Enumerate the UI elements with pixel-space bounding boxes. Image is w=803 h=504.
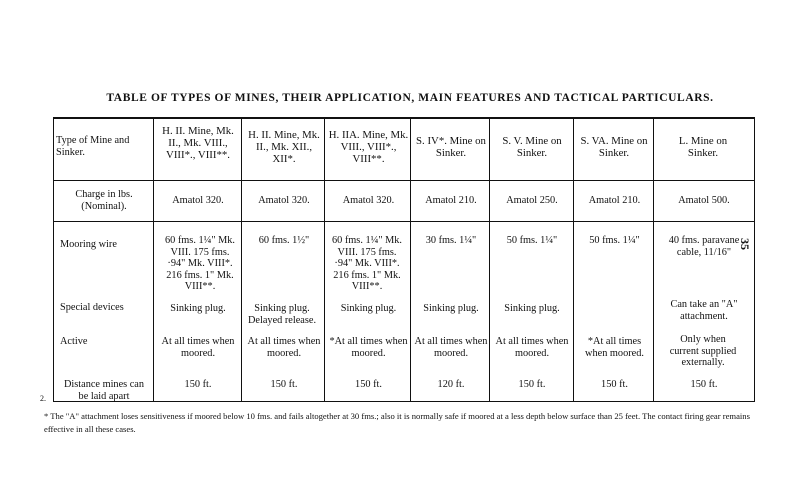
cell-special-1: Sinking plug. Delayed release.	[247, 303, 317, 326]
margin-mark: 2.	[40, 394, 46, 403]
page-number: 35	[738, 238, 752, 250]
cell-mooring-0: 60 fms. 1¼" Mk. VIII. 175 fms. ·94" Mk. VIII*. 216 fms. 1" Mk. VIII**.	[165, 235, 235, 293]
cell-distance-5: 150 ft.	[601, 379, 628, 390]
cell-special-2: Sinking plug.	[340, 303, 397, 314]
col-rule-0	[53, 117, 54, 402]
col-rule-1	[153, 117, 154, 402]
cell-special-0: Sinking plug.	[170, 303, 226, 314]
cell-charge-1: Amatol 320.	[258, 195, 310, 206]
cell-charge-4: Amatol 250.	[506, 195, 558, 206]
cell-active-1: At all times when moored.	[247, 336, 321, 359]
cell-type-3: S. IV*. Mine on Sinker.	[416, 135, 486, 159]
cell-mooring-1: 60 fms. 1½"	[258, 235, 310, 246]
cell-type-1: H. II. Mine, Mk. II., Mk. XII., XII*.	[248, 129, 320, 165]
cell-charge-3: Amatol 210.	[425, 195, 477, 206]
cell-special-3: Sinking plug.	[423, 303, 479, 314]
cell-mooring-3: 30 fms. 1¼"	[425, 235, 477, 246]
cell-mooring-4: 50 fms. 1¼"	[506, 235, 558, 246]
cell-distance-3: 120 ft.	[437, 379, 465, 390]
cell-distance-2: 150 ft.	[355, 379, 382, 390]
cell-distance-1: 150 ft.	[270, 379, 298, 390]
cell-mooring-5: 50 fms. 1¼"	[589, 235, 640, 246]
row-label-distance: Distance mines can be laid apart	[63, 379, 145, 402]
cell-type-4: S. V. Mine on Sinker.	[502, 135, 562, 159]
cell-type-5: S. VA. Mine on Sinker.	[580, 135, 648, 159]
footnote: * The "A" attachment loses sensitiveness if moored below 10 fms. and fails altogether at 30 fms.; also it is normally safe if moored at a less depth below surface than 25 feet. The contact firing gear remains effective in all these cases.	[44, 411, 750, 434]
cell-type-6: L. Mine on Sinker.	[678, 135, 728, 159]
row-label-active: Active	[60, 336, 88, 347]
cell-charge-5: Amatol 210.	[588, 195, 641, 206]
mines-table	[53, 117, 755, 402]
cell-special-4: Sinking plug.	[504, 303, 560, 314]
row-label-charge: Charge in lbs. (Nominal).	[75, 189, 133, 212]
row-label-type: Type of Mine and Sinker.	[56, 135, 130, 158]
col-rule-6	[573, 117, 574, 402]
cell-distance-6: 150 ft.	[690, 379, 718, 390]
table-top-rule	[53, 117, 755, 119]
cell-active-6: Only when current supplied externally.	[669, 334, 737, 369]
cell-mooring-2: 60 fms. 1¼" Mk. VIII. 175 fms. ·94" Mk. VIII*. 216 fms. 1" Mk. VIII**.	[332, 235, 402, 293]
cell-charge-2: Amatol 320.	[342, 195, 395, 206]
row-label-special: Special devices	[60, 302, 124, 313]
col-rule-5	[489, 117, 490, 402]
col-rule-3	[324, 117, 325, 402]
col-rule-8	[754, 117, 755, 402]
cell-active-3: At all times when moored.	[414, 336, 488, 359]
table-title: TABLE OF TYPES OF MINES, THEIR APPLICATION, MAIN FEATURES AND TACTICAL PARTICULARS.	[106, 92, 714, 104]
charge-bottom-rule	[53, 221, 755, 222]
row-label-mooring: Mooring wire	[60, 239, 117, 250]
cell-active-2: *At all times when moored.	[329, 336, 408, 359]
col-rule-7	[653, 117, 654, 402]
cell-charge-6: Amatol 500.	[678, 195, 730, 206]
col-rule-2	[241, 117, 242, 402]
cell-charge-0: Amatol 320.	[172, 195, 224, 206]
cell-distance-0: 150 ft.	[184, 379, 212, 390]
cell-type-0: H. II. Mine, Mk. II., Mk. VIII., VIII*., VIII**.	[162, 125, 234, 161]
cell-mooring-6: 40 fms. paravane cable, 11/16"	[668, 235, 740, 258]
cell-active-0: At all times when moored.	[161, 336, 235, 359]
cell-distance-4: 150 ft.	[518, 379, 546, 390]
cell-active-4: At all times when moored.	[495, 336, 569, 359]
cell-type-2: H. IIA. Mine, Mk. VIII., VIII*., VIII**.	[328, 129, 409, 165]
header-bottom-rule	[53, 180, 755, 181]
col-rule-4	[410, 117, 411, 402]
cell-active-5: *At all times when moored.	[585, 336, 644, 359]
cell-special-6: Can take an "A" attachment.	[670, 299, 738, 322]
table-bottom-rule	[53, 401, 755, 402]
